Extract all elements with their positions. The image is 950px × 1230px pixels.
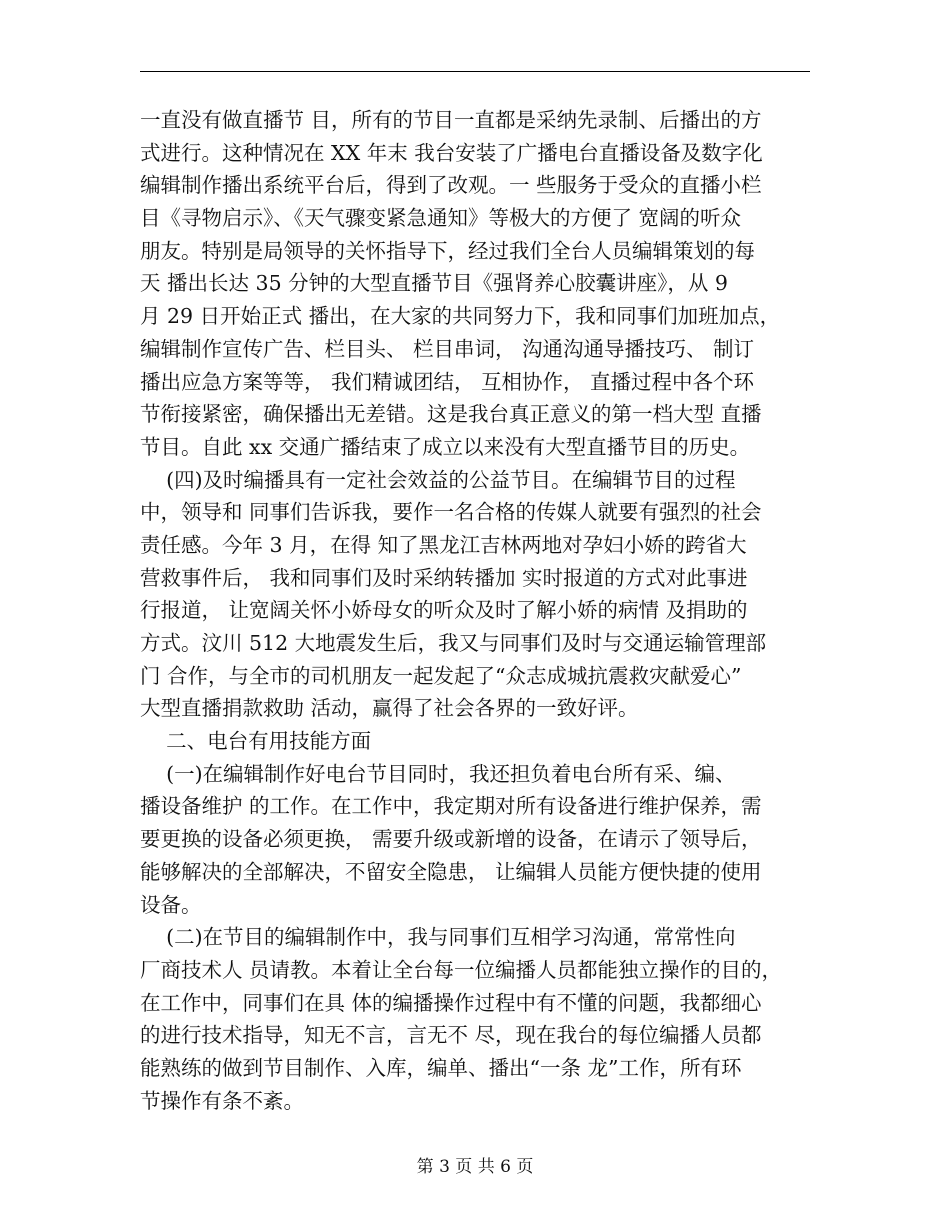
text-line: 在工作中，同事们在具 体的编播操作过程中有不懂的问题，我都细心	[140, 990, 762, 1015]
text-line: 二、电台有用技能方面	[140, 729, 372, 754]
text-line: 朋友。特别是局领导的关怀指导下，经过我们全台人员编辑策划的每	[140, 238, 755, 263]
text-line: 编辑制作宣传广告、栏目头、 栏目串词， 沟通沟通导播技巧、 制订	[140, 336, 755, 361]
text-line: 方式。汶川 512 大地震发生后，我又与同事们及时与交通运输管理部	[140, 631, 767, 655]
text-line: 营救事件后， 我和同事们及时采纳转播加 实时报道的方式对此事进	[140, 565, 748, 590]
text-line: 门 合作，与全市的司机朋友一起发起了“众志成城抗震救灾献爱心”	[140, 663, 742, 688]
text-line: (一)在编辑制作好电台节目同时，我还担负着电台所有采、编、	[140, 761, 736, 786]
text-line: 厂商技术人 员请教。本着让全台每一位编播人员都能独立操作的目的，	[140, 957, 783, 982]
text-line: (四)及时编播具有一定社会效益的公益节目。在编辑节目的过程	[140, 467, 736, 492]
text-line: 播设备维护 的工作。在工作中，我定期对所有设备进行维护保养，需	[140, 794, 762, 819]
text-line: 节操作有条不紊。	[140, 1088, 304, 1113]
text-line: 目《寻物启示》、《天气骤变紧急通知》等极大的方便了 宽阔的听众	[140, 206, 742, 231]
text-line: 能够解决的全部解决，不留安全隐患， 让编辑人员能方便快捷的使用	[140, 859, 762, 884]
text-line: (二)在节目的编辑制作中，我与同事们互相学习沟通，常常性向	[140, 925, 736, 950]
text-line: 行报道， 让宽阔关怀小娇母女的听众及时了解小娇的病情 及捐助的	[140, 598, 748, 623]
text-line: 编辑制作播出系统平台后，得到了改观。一 些服务于受众的直播小栏	[140, 173, 762, 198]
text-line: 要更换的设备必须更换， 需要升级或新增的设备，在请示了领导后，	[140, 827, 762, 852]
document-body	[140, 104, 812, 1117]
text-line: 大型直播捐款救助 活动，赢得了社会各界的一致好评。	[140, 696, 639, 721]
text-line: 节衔接紧密，确保播出无差错。这是我台真正意义的第一档大型 直播	[140, 402, 762, 427]
text-line: 能熟练的做到节目制作、入库，编单、播出“一条 龙”工作，所有环	[140, 1055, 742, 1080]
text-line: 的进行技术指导，知无不言，言无不 尽，现在我台的每位编播人员都	[140, 1023, 762, 1048]
text-line: 责任感。今年 3 月，在得 知了黑龙江吉林两地对孕妇小娇的跨省大	[140, 532, 747, 557]
text-line: 月 29 日开始正式 播出，在大家的共同努力下，我和同事们加班加点，	[140, 304, 781, 329]
text-line: 中，领导和 同事们告诉我，要作一名合格的传媒人就要有强烈的社会	[140, 500, 762, 525]
text-line: 节目。自此 xx 交通广播结束了成立以来没有大型直播节目的历史。	[140, 434, 751, 459]
text-line: 一直没有做直播节 目，所有的节目一直都是采纳先录制、后播出的方	[140, 108, 762, 132]
text-line: 播出应急方案等等， 我们精诚团结， 互相协作， 直播过程中各个环	[140, 369, 755, 394]
page-footer: 第 3 页 共 6 页	[416, 1157, 534, 1177]
text-line: 天 播出长达 35 分钟的大型直播节目《强肾养心胶囊讲座》，从 9	[140, 271, 728, 296]
text-line: 式进行。这种情况在 XX 年末 我台安装了广播电台直播设备及数字化	[140, 140, 763, 165]
text-line: 设备。	[140, 892, 202, 917]
header-rule	[140, 71, 810, 72]
